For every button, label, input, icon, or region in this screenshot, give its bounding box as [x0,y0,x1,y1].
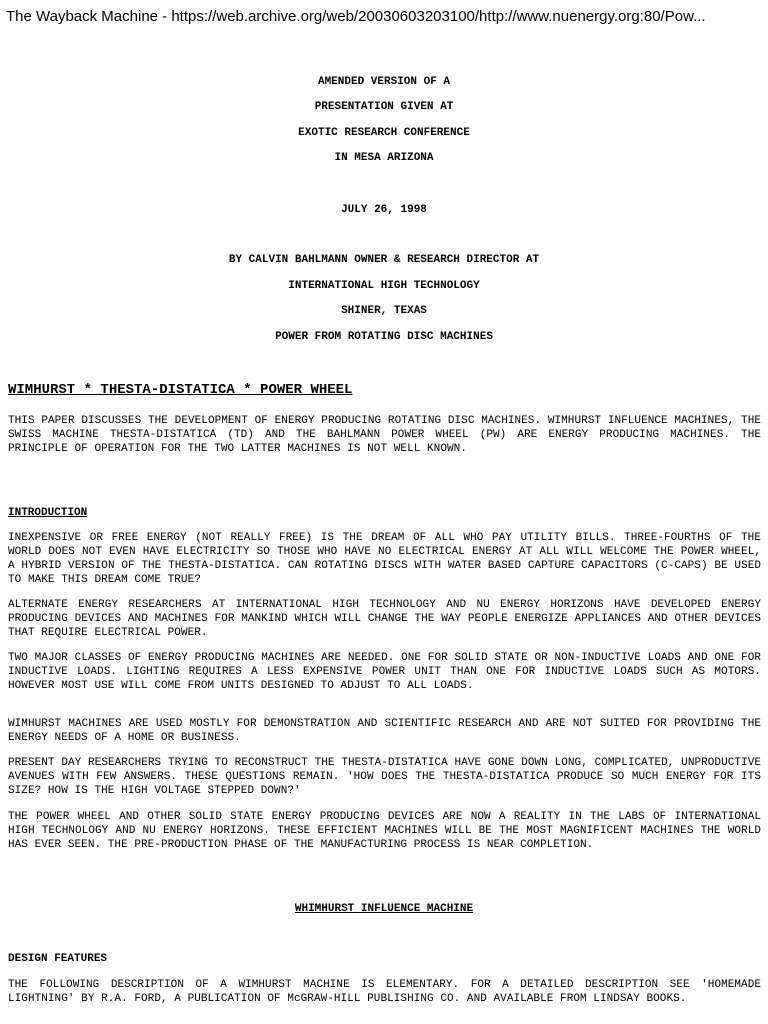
design-features-heading: DESIGN FEATURES [8,953,108,965]
window-title: The Wayback Machine - https://web.archive.org/web/20030603203100/http://www.nuenergy.org:80/Pow... [6,8,706,25]
intro-paragraph-4: WIMHURST MACHINES ARE USED MOSTLY FOR DEMONSTRATION AND SCIENTIFIC RESEARCH AND ARE NOT SUITED FOR PROVIDING THE ENERGY NEEDS OF A HOME OR BUSINESS. [8,718,761,744]
header-location: SHINER, TEXAS [341,305,427,317]
header-line-1: AMENDED VERSION OF A [317,76,451,88]
header-line-4: IN MESA ARIZONA [334,152,434,164]
main-heading: WIMHURST * THESTA-DISTATICA * POWER WHEEL [8,382,353,398]
wimhurst-heading: WHIMHURST INFLUENCE MACHINE [294,903,474,915]
header-subtitle: POWER FROM ROTATING DISC MACHINES [275,331,493,343]
introduction-heading: INTRODUCTION [8,507,88,519]
design-paragraph-1: THE FOLLOWING DESCRIPTION OF A WIMHURST MACHINE IS ELEMENTARY. FOR A DETAILED DESCRIPTION SEE 'HOMEMADE LIGHTNING' BY R.A. FORD, A PUBLICATION OF McGRAW-HILL PUBLISHING CO. AND AVAILABLE FROM LINDSAY BOOKS. [8,979,761,1005]
header-author: BY CALVIN BAHLMANN OWNER & RESEARCH DIRECTOR AT [228,254,540,266]
intro-paragraph-5: PRESENT DAY RESEARCHERS TRYING TO RECONSTRUCT THE THESTA-DISTATICA HAVE GONE DOWN LONG, COMPLICATED, UNPRODUCTIVE AVENUES WITH FEW ANSWERS. THESE QUESTIONS REMAIN. 'HOW DOES THE THESTA-DISTATICA PRODUCE SO MUCH ENERGY FOR ITS SIZE? HOW IS THE HIGH VOLTAGE STEPPED DOWN?' [8,757,761,797]
intro-paragraph-6: THE POWER WHEEL AND OTHER SOLID STATE ENERGY PRODUCING DEVICES ARE NOW A REALITY IN THE LABS OF INTERNATIONAL HIGH TECHNOLOGY AND NU ENERGY HORIZONS. THESE EFFICIENT MACHINES WILL BE THE MOST MAGNIFICENT MACHINES THE WORLD HAS EVER SEEN. THE PRE-PRODUCTION PHASE OF THE MANUFACTURING PROCESS IS NEAR COMPLETION. [8,811,761,851]
intro-paragraph-3: TWO MAJOR CLASSES OF ENERGY PRODUCING MACHINES ARE NEEDED. ONE FOR SOLID STATE OR NON-INDUCTIVE LOADS AND ONE FOR INDUCTIVE LOADS. LIGHTING REQUIRES A LESS EXPENSIVE POWER UNIT THAN ONE FOR INDUCTIVE LOADS SUCH AS MOTORS. HOWEVER MOST USE WILL COME FROM UNITS DESIGNED TO ADJUST TO ALL LOADS. [8,652,761,692]
intro-paragraph-2: ALTERNATE ENERGY RESEARCHERS AT INTERNATIONAL HIGH TECHNOLOGY AND NU ENERGY HORIZONS HAVE DEVELOPED ENERGY PRODUCING DEVICES AND MACHINES FOR MANKIND WHICH WILL CHANGE THE WAY PEOPLE ENERGIZE APPLIANCES AND OTHER DEVICES THAT REQUIRE ELECTRICAL POWER. [8,599,761,639]
abstract-paragraph: THIS PAPER DISCUSSES THE DEVELOPMENT OF ENERGY PRODUCING ROTATING DISC MACHINES. WIMHURST INFLUENCE MACHINES, THE SWISS MACHINE THESTA-DISTATICA (TD) AND THE BAHLMANN POWER WHEEL (PW) ARE ENERGY PRODUCING MACHINES. THE PRINCIPLE OF OPERATION FOR THE TWO LATTER MACHINES IS NOT WELL KNOWN. [8,415,761,455]
header-line-2: PRESENTATION GIVEN AT [314,101,454,113]
header-line-3: EXOTIC RESEARCH CONFERENCE [298,127,470,139]
intro-paragraph-1: INEXPENSIVE OR FREE ENERGY (NOT REALLY FREE) IS THE DREAM OF ALL WHO PAY UTILITY BILLS. THREE-FOURTHS OF THE WORLD DOES NOT EVEN HAVE ELECTRICITY SO THOSE WHO HAVE NO ELECTRICAL ENERGY AT ALL WILL WELCOME THE POWER WHEEL, A HYBRID VERSION OF THE THESTA-DISTATICA. CAN ROTATING DISCS WITH WATER BASED CAPTURE CAPACITORS (C-CAPS) BE USED TO MAKE THIS DREAM COME TRUE? [8,532,761,586]
header-date: JULY 26, 1998 [341,204,427,216]
header-organization: INTERNATIONAL HIGH TECHNOLOGY [288,280,480,292]
